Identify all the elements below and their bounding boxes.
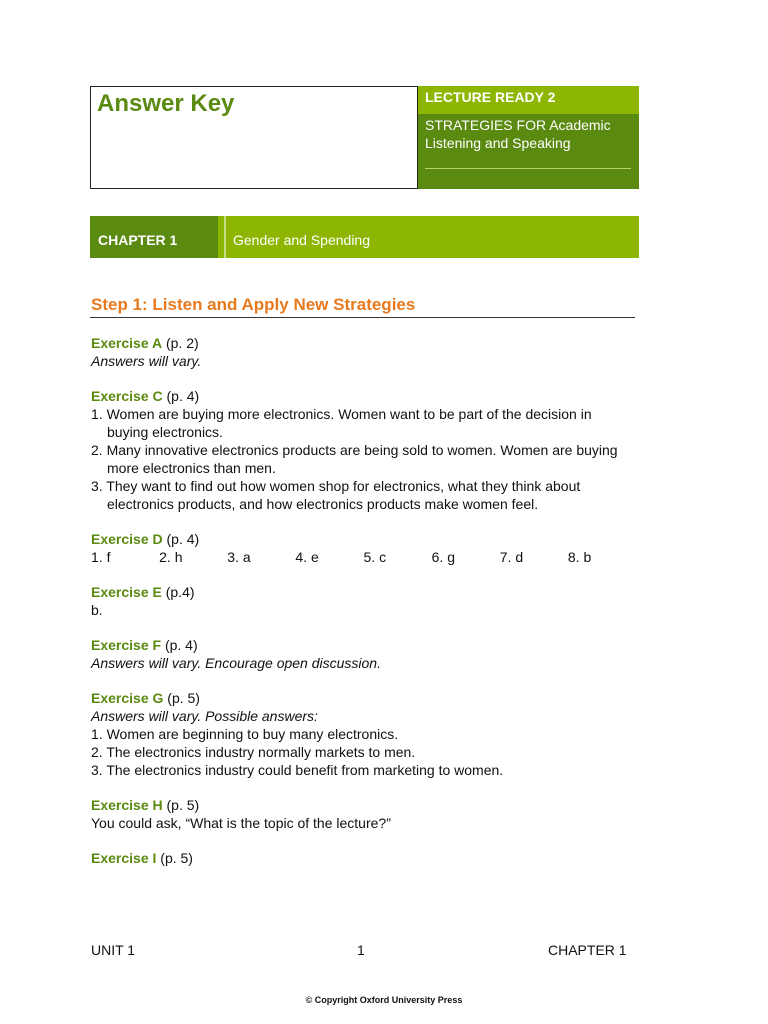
step-heading-rule (90, 317, 635, 318)
exercise-name: Exercise A (91, 335, 163, 351)
exercise-intro: Answers will vary. Possible answers: (91, 708, 318, 724)
answer-item: 1. Women are beginning to buy many electronics. (91, 726, 399, 742)
match-item: 1. f (91, 549, 111, 565)
exercise-name: Exercise C (91, 388, 163, 404)
subtitle-divider (425, 168, 631, 169)
answer-item: 3. They want to find out how women shop for electronics, what they think about electronics products, and how electronics products make women feel. (91, 478, 581, 512)
match-item: 7. d (499, 549, 524, 565)
header-box (90, 86, 639, 189)
book-subtitle: STRATEGIES FOR Academic Listening and Speaking (425, 117, 611, 151)
chapter-topic-block (226, 216, 639, 258)
exercise-list (91, 334, 636, 884)
exercise-answer: Answers will vary. Encourage open discussion. (91, 655, 381, 671)
exercise-name: Exercise I (91, 850, 157, 866)
exercise-answer: You could ask, “What is the topic of the lecture?” (91, 815, 391, 831)
step-heading: Step 1: Listen and Apply New Strategies (91, 295, 416, 314)
exercise-c (91, 387, 636, 513)
chapter-label: CHAPTER 1 (98, 232, 178, 248)
answer-item: 1. Women are buying more electronics. Women want to be part of the decision in buying electronics. (91, 406, 592, 440)
exercise-page: (p. 5) (162, 797, 200, 813)
exercise-answer: b. (91, 602, 103, 618)
exercise-page: (p. 4) (162, 388, 200, 404)
exercise-page: (p. 2) (162, 335, 199, 351)
chapter-label-block (90, 216, 218, 258)
match-item: 8. b (567, 549, 592, 565)
answer-item: 2. Many innovative electronics products are being sold to women. Women are buying more electronics than men. (91, 442, 618, 476)
footer-page-number: 1 (357, 942, 365, 958)
book-subtitle-banner (418, 114, 639, 189)
exercise-a (91, 334, 636, 370)
book-title: LECTURE READY 2 (425, 89, 556, 105)
match-item: 6. g (431, 549, 455, 565)
answer-item: 2. The electronics industry normally markets to men. (91, 744, 416, 760)
exercise-page: (p. 4) (162, 531, 200, 547)
exercise-answer: Answers will vary. (91, 353, 202, 369)
exercise-page: (p. 5) (156, 850, 193, 866)
exercise-name: Exercise D (91, 531, 163, 547)
footer-chapter: CHAPTER 1 (548, 942, 627, 958)
exercise-name: Exercise G (91, 690, 164, 706)
answer-key-cell (90, 86, 418, 189)
chapter-bar (90, 216, 639, 258)
exercise-name: Exercise F (91, 637, 162, 653)
match-item: 4. e (295, 549, 319, 565)
footer-unit: UNIT 1 (91, 942, 136, 958)
match-item: 2. h (159, 549, 183, 565)
chapter-topic: Gender and Spending (233, 232, 370, 248)
matching-answers (91, 548, 636, 566)
exercise-f (91, 636, 636, 672)
exercise-page: (p.4) (161, 584, 195, 600)
exercise-i (91, 849, 636, 867)
match-item: 3. a (227, 549, 251, 565)
copyright-notice: © Copyright Oxford University Press (305, 995, 463, 1005)
exercise-name: Exercise E (91, 584, 162, 600)
exercise-page: (p. 4) (161, 637, 198, 653)
exercise-name: Exercise H (91, 797, 163, 813)
exercise-page: (p. 5) (163, 690, 200, 706)
document-title: Answer Key (97, 90, 235, 117)
answer-item: 3. The electronics industry could benefit from marketing to women. (91, 762, 504, 778)
exercise-h (91, 796, 636, 832)
exercise-e (91, 583, 636, 619)
match-item: 5. c (363, 549, 387, 565)
book-title-banner (418, 86, 639, 114)
exercise-d (91, 530, 636, 566)
exercise-g (91, 689, 636, 779)
